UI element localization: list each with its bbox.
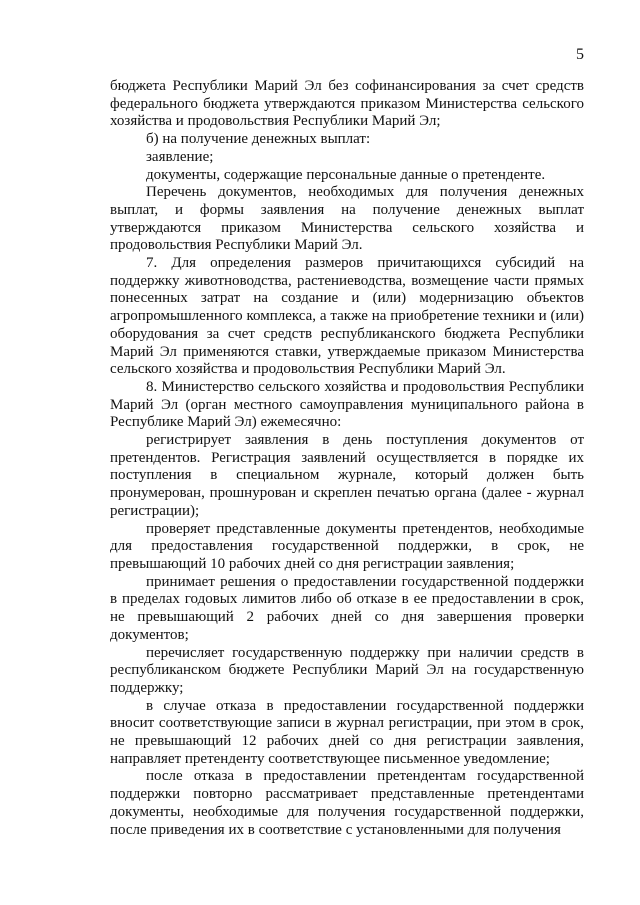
paragraph: заявление; — [146, 148, 214, 165]
paragraph: б) на получение денежных выплат: — [146, 131, 371, 148]
paragraph: документы, содержащие персональные данные о претенденте. — [146, 166, 546, 183]
paragraph: в случае отказа в предоставлении государственной поддержки вносит соответствующие записи в журнал регистрации, при этом в срок, не превышающий 12 рабочих дней со дня регистрации заявления, направляет претенденту соответствующее письменное уведомление; — [110, 697, 584, 767]
page-number: 5 — [576, 46, 584, 63]
paragraph: Перечень документов, необходимых для получения денежных выплат, и формы заявления на получение денежных выплат утверждаются приказом Министерства сельского хозяйства и продовольствия Республики Марий Эл. — [110, 184, 584, 254]
paragraph: 8. Министерство сельского хозяйства и продовольствия Республики Марий Эл (орган местного самоуправления муниципального района в Республике Марий Эл) ежемесячно: — [110, 378, 584, 431]
paragraph: бюджета Республики Марий Эл без софинансирования за счет средств федерального бюджета утверждаются приказом Министерства сельского хозяйства и продовольствия Республики Марий Эл; — [110, 78, 584, 130]
paragraph: принимает решения о предоставлении государственной поддержки в пределах годовых лимитов либо об отказе в ее предоставлении в срок, не превышающий 2 рабочих дней со дня завершения проверки документов; — [110, 573, 584, 643]
paragraph: проверяет представленные документы претендентов, необходимые для предоставления государственной поддержки, в срок, не превышающий 10 рабочих дней со дня регистрации заявления; — [110, 520, 584, 572]
paragraph: регистрирует заявления в день поступления документов от претендентов. Регистрация заявлений осуществляется в порядке их поступления в специальном журнале, который должен быть пронумерован, прошнурован и скреплен печатью органа (далее - журнал регистрации); — [110, 432, 584, 519]
paragraph: 7. Для определения размеров причитающихся субсидий на поддержку животноводства, растениеводства, возмещение части прямых понесенных затрат на создание и (или) модернизацию объектов агропромышленного комплекса, а также на приобретение техники и (или) оборудования за счет средств республиканского бюджета Республики Марий Эл применяются ставки, утверждаемые приказом Министерства сельского хозяйства и продовольствия Республики Марий Эл. — [110, 255, 584, 378]
document-body — [110, 78, 584, 839]
paragraph: после отказа в предоставлении претендентам государственной поддержки повторно рассматривает представленные претендентами документы, необходимые для получения государственной поддержки, после приведения их в соответствие с установленными для получения — [110, 768, 584, 838]
paragraph: перечисляет государственную поддержку при наличии средств в республиканском бюджете Республики Марий Эл на государственную поддержку; — [110, 644, 584, 696]
